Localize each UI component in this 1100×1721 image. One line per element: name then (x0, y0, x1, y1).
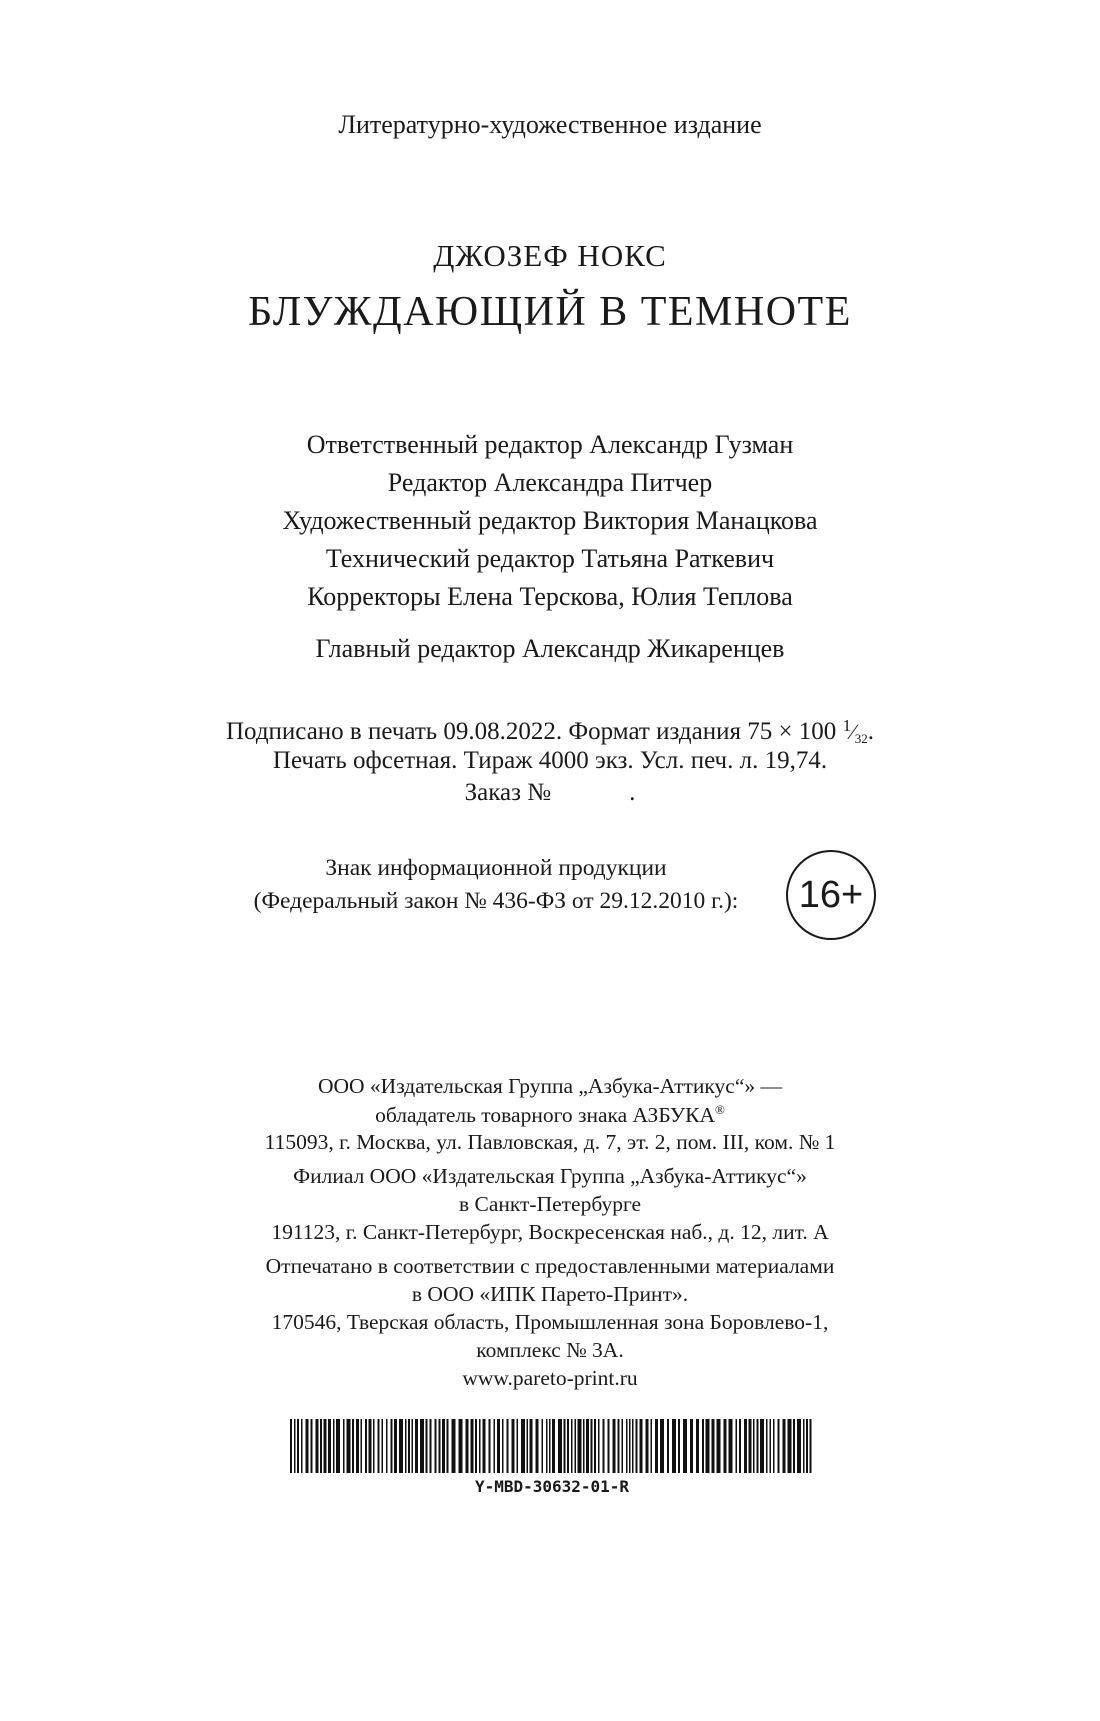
format-slash: ⁄ (851, 719, 855, 744)
barcode-bar (739, 1419, 741, 1473)
barcode-bar (352, 1419, 354, 1473)
barcode-bar (586, 1419, 589, 1473)
barcode-bar (447, 1419, 449, 1473)
barcode-bar (439, 1419, 441, 1473)
barcode-bar (502, 1419, 504, 1473)
barcode-bar (632, 1419, 634, 1473)
barcode-bar (426, 1419, 428, 1473)
format-numerator: 1 (842, 716, 852, 735)
printer-website: www.pareto-print.ru (462, 1366, 638, 1390)
barcode-bar (311, 1419, 313, 1473)
barcode-bar (475, 1419, 477, 1473)
barcode-bar (678, 1419, 680, 1473)
barcode-bar (324, 1419, 327, 1473)
barcode-bar (655, 1419, 658, 1473)
book-title: БЛУЖДАЮЩИЙ В ТЕМНОТЕ (248, 289, 852, 335)
barcode-bar (442, 1419, 445, 1473)
credit-proofreaders: Корректоры Елена Терскова, Юлия Теплова (307, 582, 793, 611)
barcode-bar (536, 1419, 539, 1473)
barcode-bar (744, 1419, 747, 1473)
barcode-bar (797, 1419, 801, 1473)
barcode-bar (378, 1419, 380, 1473)
barcode-bar (757, 1419, 759, 1473)
barcode-bar (412, 1419, 414, 1473)
barcode-bar (301, 1419, 303, 1473)
barcode-bar (333, 1419, 335, 1473)
barcode-bar (306, 1419, 309, 1473)
barcode-bar (399, 1419, 403, 1473)
author-name: ДЖОЗЕФ НОКС (433, 238, 667, 273)
barcode-bar (760, 1419, 764, 1473)
barcode-bar (640, 1419, 643, 1473)
barcode-bar (483, 1419, 486, 1473)
barcode-bar (564, 1419, 566, 1473)
barcode-bar (507, 1419, 509, 1473)
barcode (290, 1419, 814, 1509)
barcode-bar (594, 1419, 596, 1473)
barcode-bar (806, 1419, 808, 1473)
barcode-bar (753, 1419, 755, 1473)
barcode-bar (452, 1419, 456, 1473)
barcode-bar (717, 1419, 721, 1473)
barcode-code: Y-MBD-30632-01-R (474, 1477, 630, 1496)
barcode-bar (415, 1419, 418, 1473)
publisher-line2 (0, 1102, 1100, 1128)
barcode-bar (471, 1419, 474, 1473)
printer-address2: комплекс № 3А. (476, 1338, 624, 1362)
barcode-bar (672, 1419, 676, 1473)
barcode-bar (571, 1419, 573, 1473)
barcode-bar (546, 1419, 548, 1473)
barcode-bar (729, 1419, 733, 1473)
branch-address: 191123, г. Санкт-Петербург, Воскресенская наб., д. 12, лит. А (271, 1220, 829, 1244)
barcode-bar (783, 1419, 786, 1473)
format-end: . (867, 718, 874, 745)
publisher-line1: ООО «Издательская Группа „Азбука-Аттикус“» — (317, 1074, 783, 1098)
barcode-bar (770, 1419, 772, 1473)
barcode-bar (660, 1419, 664, 1473)
barcode-bar (613, 1419, 616, 1473)
barcode-bar (712, 1419, 715, 1473)
barcode-bar (320, 1419, 322, 1473)
barcode-bar (405, 1419, 407, 1473)
barcode-bar (336, 1419, 340, 1473)
barcode-bar (517, 1419, 519, 1473)
barcode-bar (766, 1419, 768, 1473)
publication-order-line (0, 779, 1100, 807)
barcode-bar (479, 1419, 481, 1473)
barcode-bar (736, 1419, 738, 1473)
barcode-bar (394, 1419, 397, 1473)
barcode-bar (608, 1419, 610, 1473)
publisher-trademark-text: обладатель товарного знака АЗБУКА (375, 1103, 715, 1127)
barcode-bar (361, 1419, 363, 1473)
barcode-bar (356, 1419, 359, 1473)
barcode-bars (290, 1419, 814, 1473)
branch-line2: в Санкт-Петербурге (458, 1192, 642, 1216)
order-label: Заказ № (464, 779, 552, 806)
barcode-bar (391, 1419, 393, 1473)
printer-address1: 170546, Тверская область, Промышленная зона Боровлево-1, (271, 1310, 829, 1334)
barcode-bar (527, 1419, 529, 1473)
signed-text: Подписано в печать 09.08.2022. Формат издания 75 × 100 (225, 718, 843, 745)
printer-line2: в ООО «ИПК Парето-Принт». (411, 1282, 689, 1306)
barcode-bar (369, 1419, 372, 1473)
publication-signed-line (0, 716, 1100, 747)
barcode-bar (629, 1419, 631, 1473)
barcode-bar (420, 1419, 424, 1473)
barcode-bar (575, 1419, 577, 1473)
barcode-bar (328, 1419, 331, 1473)
barcode-bar (558, 1419, 562, 1473)
barcode-bar (530, 1419, 533, 1473)
publisher-address: 115093, г. Москва, ул. Павловская, д. 7, эт. 2, пом. III, ком. № 1 (264, 1130, 836, 1154)
barcode-bar (343, 1419, 345, 1473)
printer-line1: Отпечатано в соответствии с предоставленными материалами (265, 1254, 835, 1278)
barcode-bar (382, 1419, 384, 1473)
barcode-bar (512, 1419, 515, 1473)
barcode-bar (373, 1419, 375, 1473)
barcode-bar (667, 1419, 669, 1473)
format-denominator: 32 (854, 731, 868, 746)
barcode-bar (618, 1419, 620, 1473)
barcode-bar (778, 1419, 780, 1473)
barcode-bar (549, 1419, 551, 1473)
credit-chief-editor: Главный редактор Александр Жикаренцев (315, 634, 785, 663)
barcode-bar (622, 1419, 624, 1473)
credit-art-editor: Художественный редактор Виктория Манацкова (282, 506, 818, 535)
barcode-bar (578, 1419, 582, 1473)
barcode-bar (435, 1419, 437, 1473)
info-mark-line2: (Федеральный закон № 436-ФЗ от 29.12.2010 г.): (253, 888, 739, 914)
barcode-bar (793, 1419, 795, 1473)
barcode-bar (489, 1419, 491, 1473)
barcode-bar (290, 1419, 292, 1473)
barcode-bar (365, 1419, 367, 1473)
edition-type: Литературно-художественное издание (338, 110, 762, 139)
barcode-bar (583, 1419, 585, 1473)
barcode-bar (636, 1419, 638, 1473)
barcode-bar (297, 1419, 299, 1473)
barcode-bar (683, 1419, 687, 1473)
barcode-bar (706, 1419, 710, 1473)
barcode-bar (316, 1419, 319, 1473)
barcode-bar (651, 1419, 653, 1473)
barcode-bar (466, 1419, 469, 1473)
info-mark-line1: Знак информационной продукции (325, 855, 667, 881)
barcode-bar (696, 1419, 699, 1473)
publication-print-line: Печать офсетная. Тираж 4000 экз. Усл. печ. л. 19,74. (272, 747, 828, 774)
barcode-bar (542, 1419, 544, 1473)
barcode-bar (702, 1419, 704, 1473)
barcode-bar (408, 1419, 410, 1473)
barcode-bar (494, 1419, 496, 1473)
barcode-bar (603, 1419, 605, 1473)
barcode-bar (347, 1419, 351, 1473)
barcode-bar (810, 1419, 812, 1473)
barcode-bar (521, 1419, 525, 1473)
barcode-bar (788, 1419, 792, 1473)
barcode-bar (803, 1419, 805, 1473)
credit-editor: Редактор Александра Питчер (387, 468, 713, 497)
barcode-bar (773, 1419, 775, 1473)
barcode-bar (497, 1419, 500, 1473)
branch-line1: Филиал ООО «Издательская Группа „Азбука-Аттикус“» (293, 1164, 807, 1188)
barcode-bar (591, 1419, 593, 1473)
barcode-bar (626, 1419, 628, 1473)
barcode-bar (459, 1419, 463, 1473)
credit-responsible-editor: Ответственный редактор Александр Гузман (306, 430, 794, 459)
info-mark-text (230, 852, 762, 918)
barcode-bar (724, 1419, 727, 1473)
barcode-bar (294, 1419, 296, 1473)
barcode-bar (598, 1419, 600, 1473)
barcode-bar (430, 1419, 432, 1473)
barcode-bar (690, 1419, 693, 1473)
barcode-bar (552, 1419, 555, 1473)
registered-mark: ® (715, 1102, 725, 1117)
order-end: . (629, 779, 636, 806)
credit-technical-editor: Технический редактор Татьяна Раткевич (325, 544, 775, 573)
barcode-bar (386, 1419, 388, 1473)
age-rating-badge: 16+ (786, 850, 876, 940)
barcode-bar (646, 1419, 649, 1473)
barcode-bar (567, 1419, 569, 1473)
barcode-bar (749, 1419, 752, 1473)
